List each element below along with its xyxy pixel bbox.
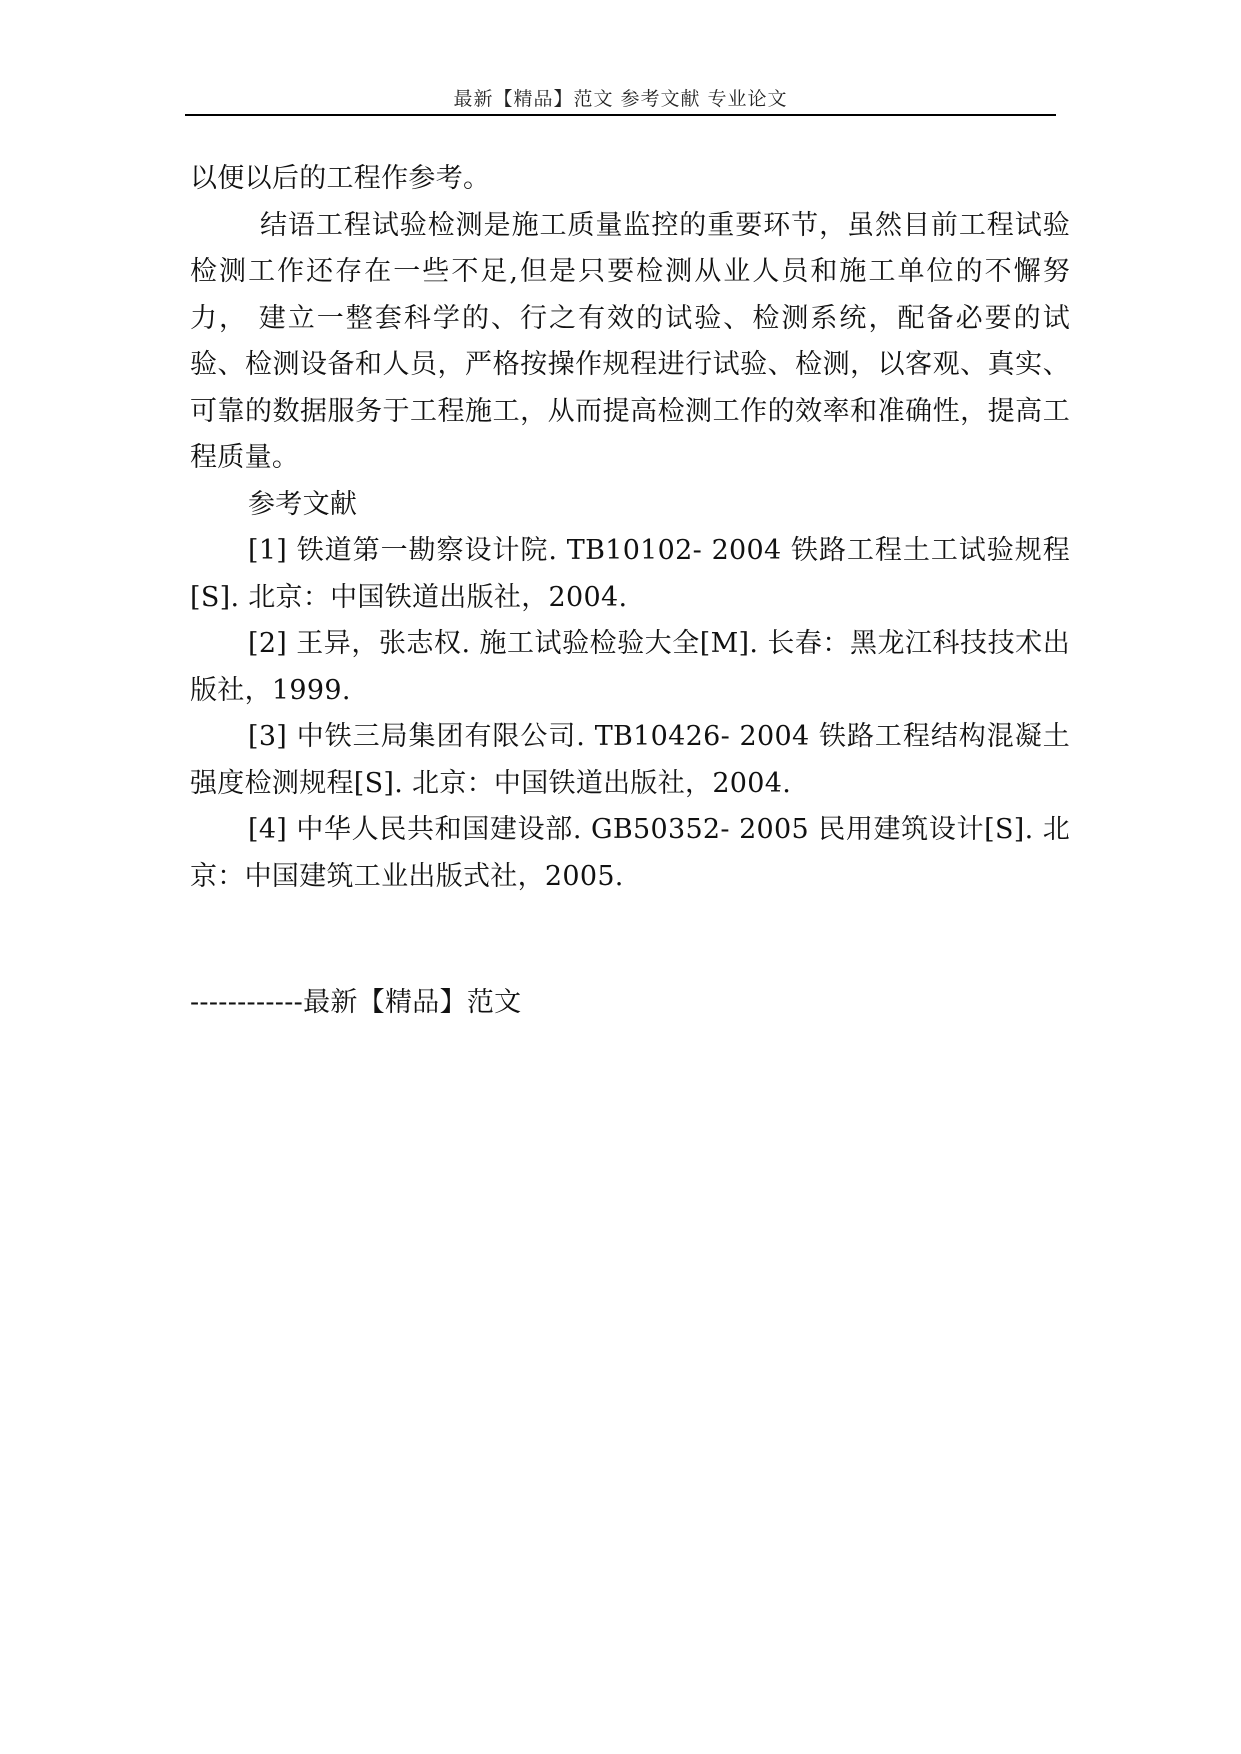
reference-item-4: [4] 中华人民共和国建设部. GB50352- 2005 民用建筑设计[S]. 北京：中国建筑工业出版式社，2005. (190, 814, 1070, 892)
reference-item-1: [1] 铁道第一勘察设计院. TB10102- 2004 铁路工程土工试验规程[S]. 北京：中国铁道出版社，2004. (190, 535, 1070, 613)
footer-text: ------------最新【精品】范文 (190, 987, 522, 1018)
references-heading: 参考文献 (248, 488, 358, 520)
header-divider (185, 114, 1056, 116)
reference-item-3: [3] 中铁三局集团有限公司. TB10426- 2004 铁路工程结构混凝土强度检测规程[S]. 北京：中国铁道出版社，2004. (190, 721, 1070, 799)
continuation-paragraph: 以便以后的工程作参考。 (190, 163, 491, 194)
page-header: 最新【精品】范文 参考文献 专业论文 (453, 88, 788, 110)
conclusion-paragraph: 结语工程试验检测是施工质量监控的重要环节，虽然目前工程试验检测工作还存在一些不足,但是只要检测从业人员和施工单位的不懈努力， 建立一整套科学的、行之有效的试验、检测系统，配备必要的试验、检测设备和人员，严格按操作规程进行试验、检测，以客观、真实、可靠的数据服务于工程施工，从而提高检测工作的效率和准确性，提高工程质量。 (190, 209, 1070, 473)
reference-item-2: [2] 王异，张志权. 施工试验检验大全[M]. 长春：黑龙江科技技术出版社，1999. (190, 628, 1070, 706)
document-body (190, 156, 1070, 900)
